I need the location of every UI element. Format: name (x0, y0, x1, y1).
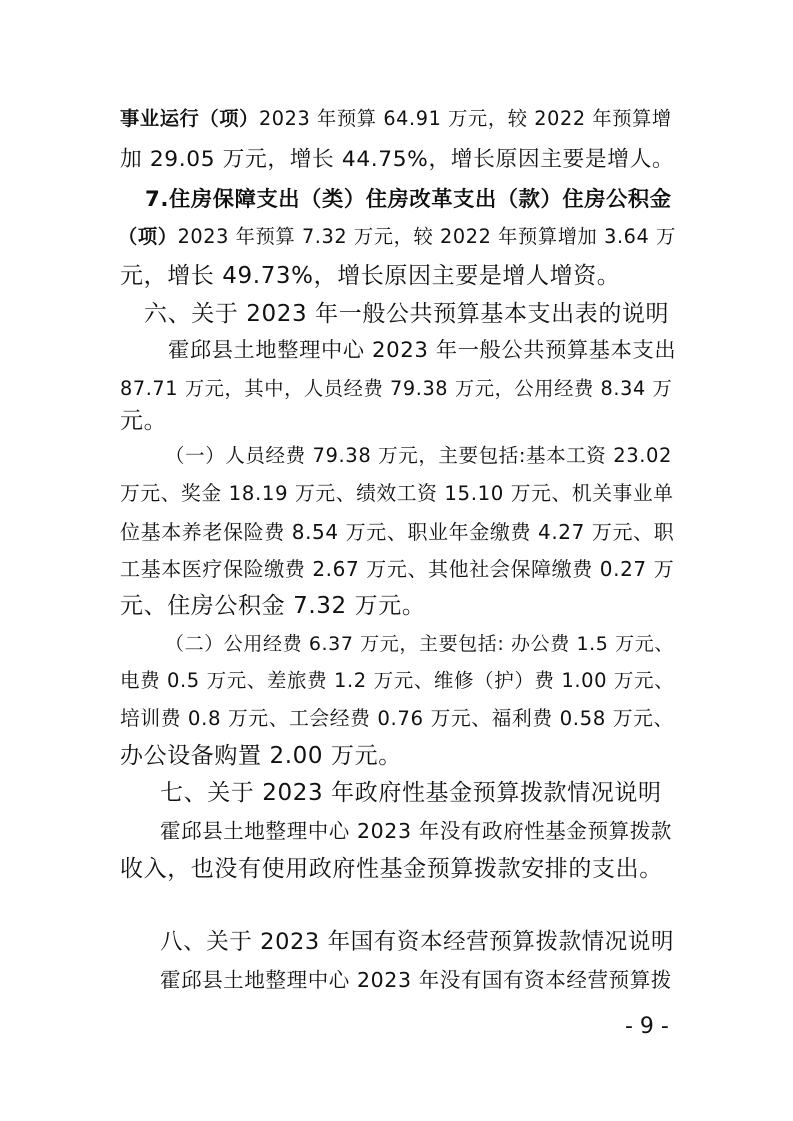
text-line-9 (120, 406, 167, 436)
line-text: 工基本医疗保险缴费 2.67 万元、其他社会保障缴费 0.27 万 (120, 557, 675, 581)
line-text: 87.71 万元，其中，人员经费 79.38 万元，公用经费 8.34 万 (120, 377, 673, 400)
line-text: 元、住房公积金 7.32 万元。 (120, 593, 426, 619)
line-text: 霍邱县土地整理中心 2023 年没有国有资本经营预算拨 (160, 968, 672, 992)
text-line-23 (160, 965, 672, 995)
text-line-4 (118, 222, 676, 252)
text-line-13 (120, 554, 674, 584)
line-text: 收入，也没有使用政府性基金预算拨款安排的支出。 (120, 856, 663, 882)
line-text: （一）人员经费 79.38 万元，主要包括:基本工资 23.02 (165, 444, 673, 467)
line-text: （二）公用经费 6.37 万元，主要包括: 办公费 1.5 万元、 (165, 633, 674, 655)
text-line-8 (120, 374, 672, 404)
line-text: 办公设备购置 2.00 万元。 (120, 743, 402, 769)
line-text: 万元、奖金 18.19 万元、绩效工资 15.10 万元、机关事业单 (120, 482, 674, 505)
text-line-12 (120, 517, 674, 547)
line-text: 位基本养老保险费 8.54 万元、职业年金缴费 4.27 万元、职 (120, 520, 675, 544)
line-text: 六、关于 2023 年一般公共预算基本支出表的说明 (144, 301, 670, 327)
line-text: 培训费 0.8 万元、工会经费 0.76 万元、福利费 0.58 万元、 (120, 707, 674, 730)
line-text: 2023 年预算 64.91 万元，较 2022 年预算增 (258, 107, 672, 130)
line-text: 霍邱县土地整理中心 2023 年没有政府性基金预算拨款 (160, 819, 672, 843)
text-line-5 (120, 261, 620, 291)
text-line-10 (165, 441, 672, 471)
text-line-14 (120, 591, 425, 621)
item-heading: 7.住房保障支出（类）住房改革支出（款）住房公积金 (145, 187, 672, 212)
line-text: 2023 年预算 7.32 万元，较 2022 年预算增加 3.64 万 (177, 225, 676, 248)
line-text: 霍邱县土地整理中心 2023 年一般公共预算基本支出 (168, 338, 677, 363)
text-line-15 (165, 629, 674, 659)
text-line-3 (145, 185, 672, 215)
page-number: - 9 - (625, 1014, 669, 1039)
item-heading: 事业运行（项） (120, 107, 259, 130)
text-line-2 (120, 145, 674, 175)
line-text: 七、关于 2023 年政府性基金预算拨款情况说明 (160, 780, 662, 806)
item-heading: （项） (118, 225, 178, 248)
text-line-7 (168, 336, 676, 366)
line-text: 元，增长 49.73%，增长原因主要是增人增资。 (120, 263, 621, 289)
line-text: 八、关于 2023 年国有资本经营预算拨款情况说明 (160, 929, 675, 955)
section-heading-8 (160, 927, 674, 957)
line-text: 加 29.05 万元，增长 44.75%，增长原因主要是增人。 (120, 147, 675, 172)
text-line-21 (120, 854, 663, 884)
text-line-20 (160, 816, 672, 846)
text-line-17 (120, 704, 674, 734)
section-heading-7 (160, 778, 662, 808)
text-line-11 (120, 479, 674, 509)
text-line-1 (120, 104, 672, 134)
text-line-18 (120, 741, 402, 771)
line-text: 元。 (120, 408, 168, 434)
section-heading-6 (144, 299, 669, 329)
line-text: 电费 0.5 万元、差旅费 1.2 万元、维修（护）费 1.00 万元、 (120, 669, 675, 692)
text-line-16 (120, 666, 674, 696)
